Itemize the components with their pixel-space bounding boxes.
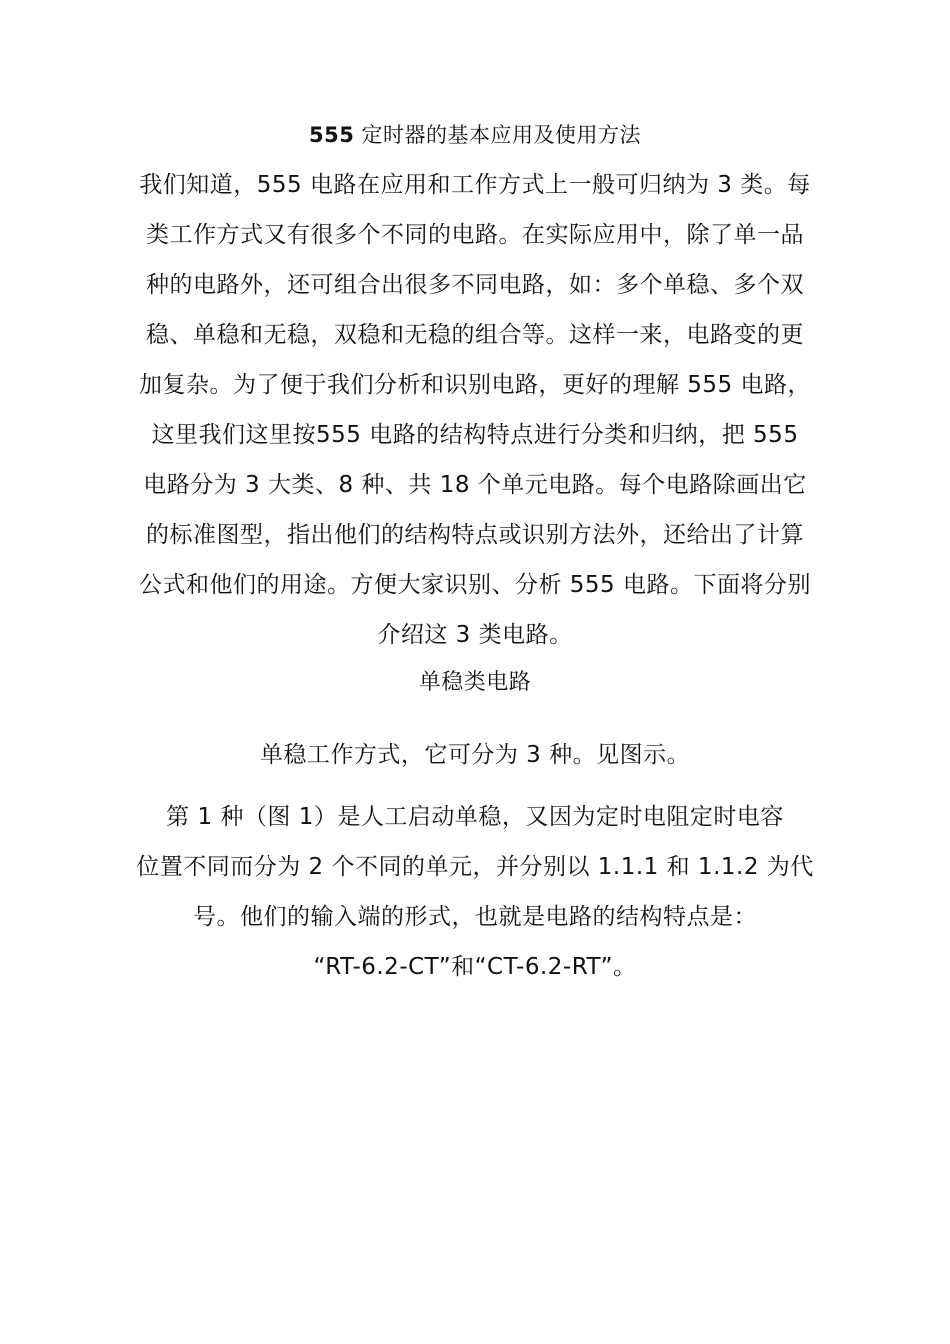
intro-line-4: 稳、单稳和无稳，双稳和无稳的组合等。这样一来，电路变的更 bbox=[146, 322, 804, 348]
intro-line-3: 种的电路外，还可组合出很多不同电路，如：多个单稳、多个双 bbox=[146, 272, 804, 298]
detail-line-1: 第 1 种（图 1）是人工启动单稳，又因为定时电阻定时电容 bbox=[166, 804, 784, 830]
intro-line-5: 加复杂。为了便于我们分析和识别电路，更好的理解 555 电路， bbox=[138, 372, 812, 398]
intro-line-10: 介绍这 3 类电路。 bbox=[377, 622, 573, 648]
intro-line-9: 公式和他们的用途。方便大家识别、分析 555 电路。下面将分别 bbox=[138, 572, 812, 598]
detail-line-3: 号。他们的输入端的形式，也就是电路的结构特点是： bbox=[193, 904, 757, 930]
intro-line-1: 我们知道，555 电路在应用和工作方式上一般可归纳为 3 类。每 bbox=[139, 172, 811, 198]
intro-line-7: 电路分为 3 大类、8 种、共 18 个单元电路。每个电路除画出它 bbox=[143, 472, 807, 498]
intro-line-6: 这里我们这里按555 电路的结构特点进行分类和归纳，把 555 bbox=[151, 422, 799, 448]
title-text: 定时器的基本应用及使用方法 bbox=[361, 123, 642, 147]
detail-line-4: “RT-6.2-CT”和“CT-6.2-RT”。 bbox=[313, 954, 637, 980]
section-heading: 单稳类电路 bbox=[418, 670, 532, 695]
document-title bbox=[0, 120, 950, 150]
section-intro: 单稳工作方式，它可分为 3 种。见图示。 bbox=[259, 742, 691, 768]
title-number: 555 bbox=[308, 123, 355, 147]
intro-line-8: 的标准图型，指出他们的结构特点或识别方法外，还给出了计算 bbox=[146, 522, 804, 548]
intro-line-2: 类工作方式又有很多个不同的电路。在实际应用中，除了单一品 bbox=[146, 222, 804, 248]
detail-line-2: 位置不同而分为 2 个不同的单元，并分别以 1.1.1 和 1.1.2 为代 bbox=[136, 854, 814, 880]
